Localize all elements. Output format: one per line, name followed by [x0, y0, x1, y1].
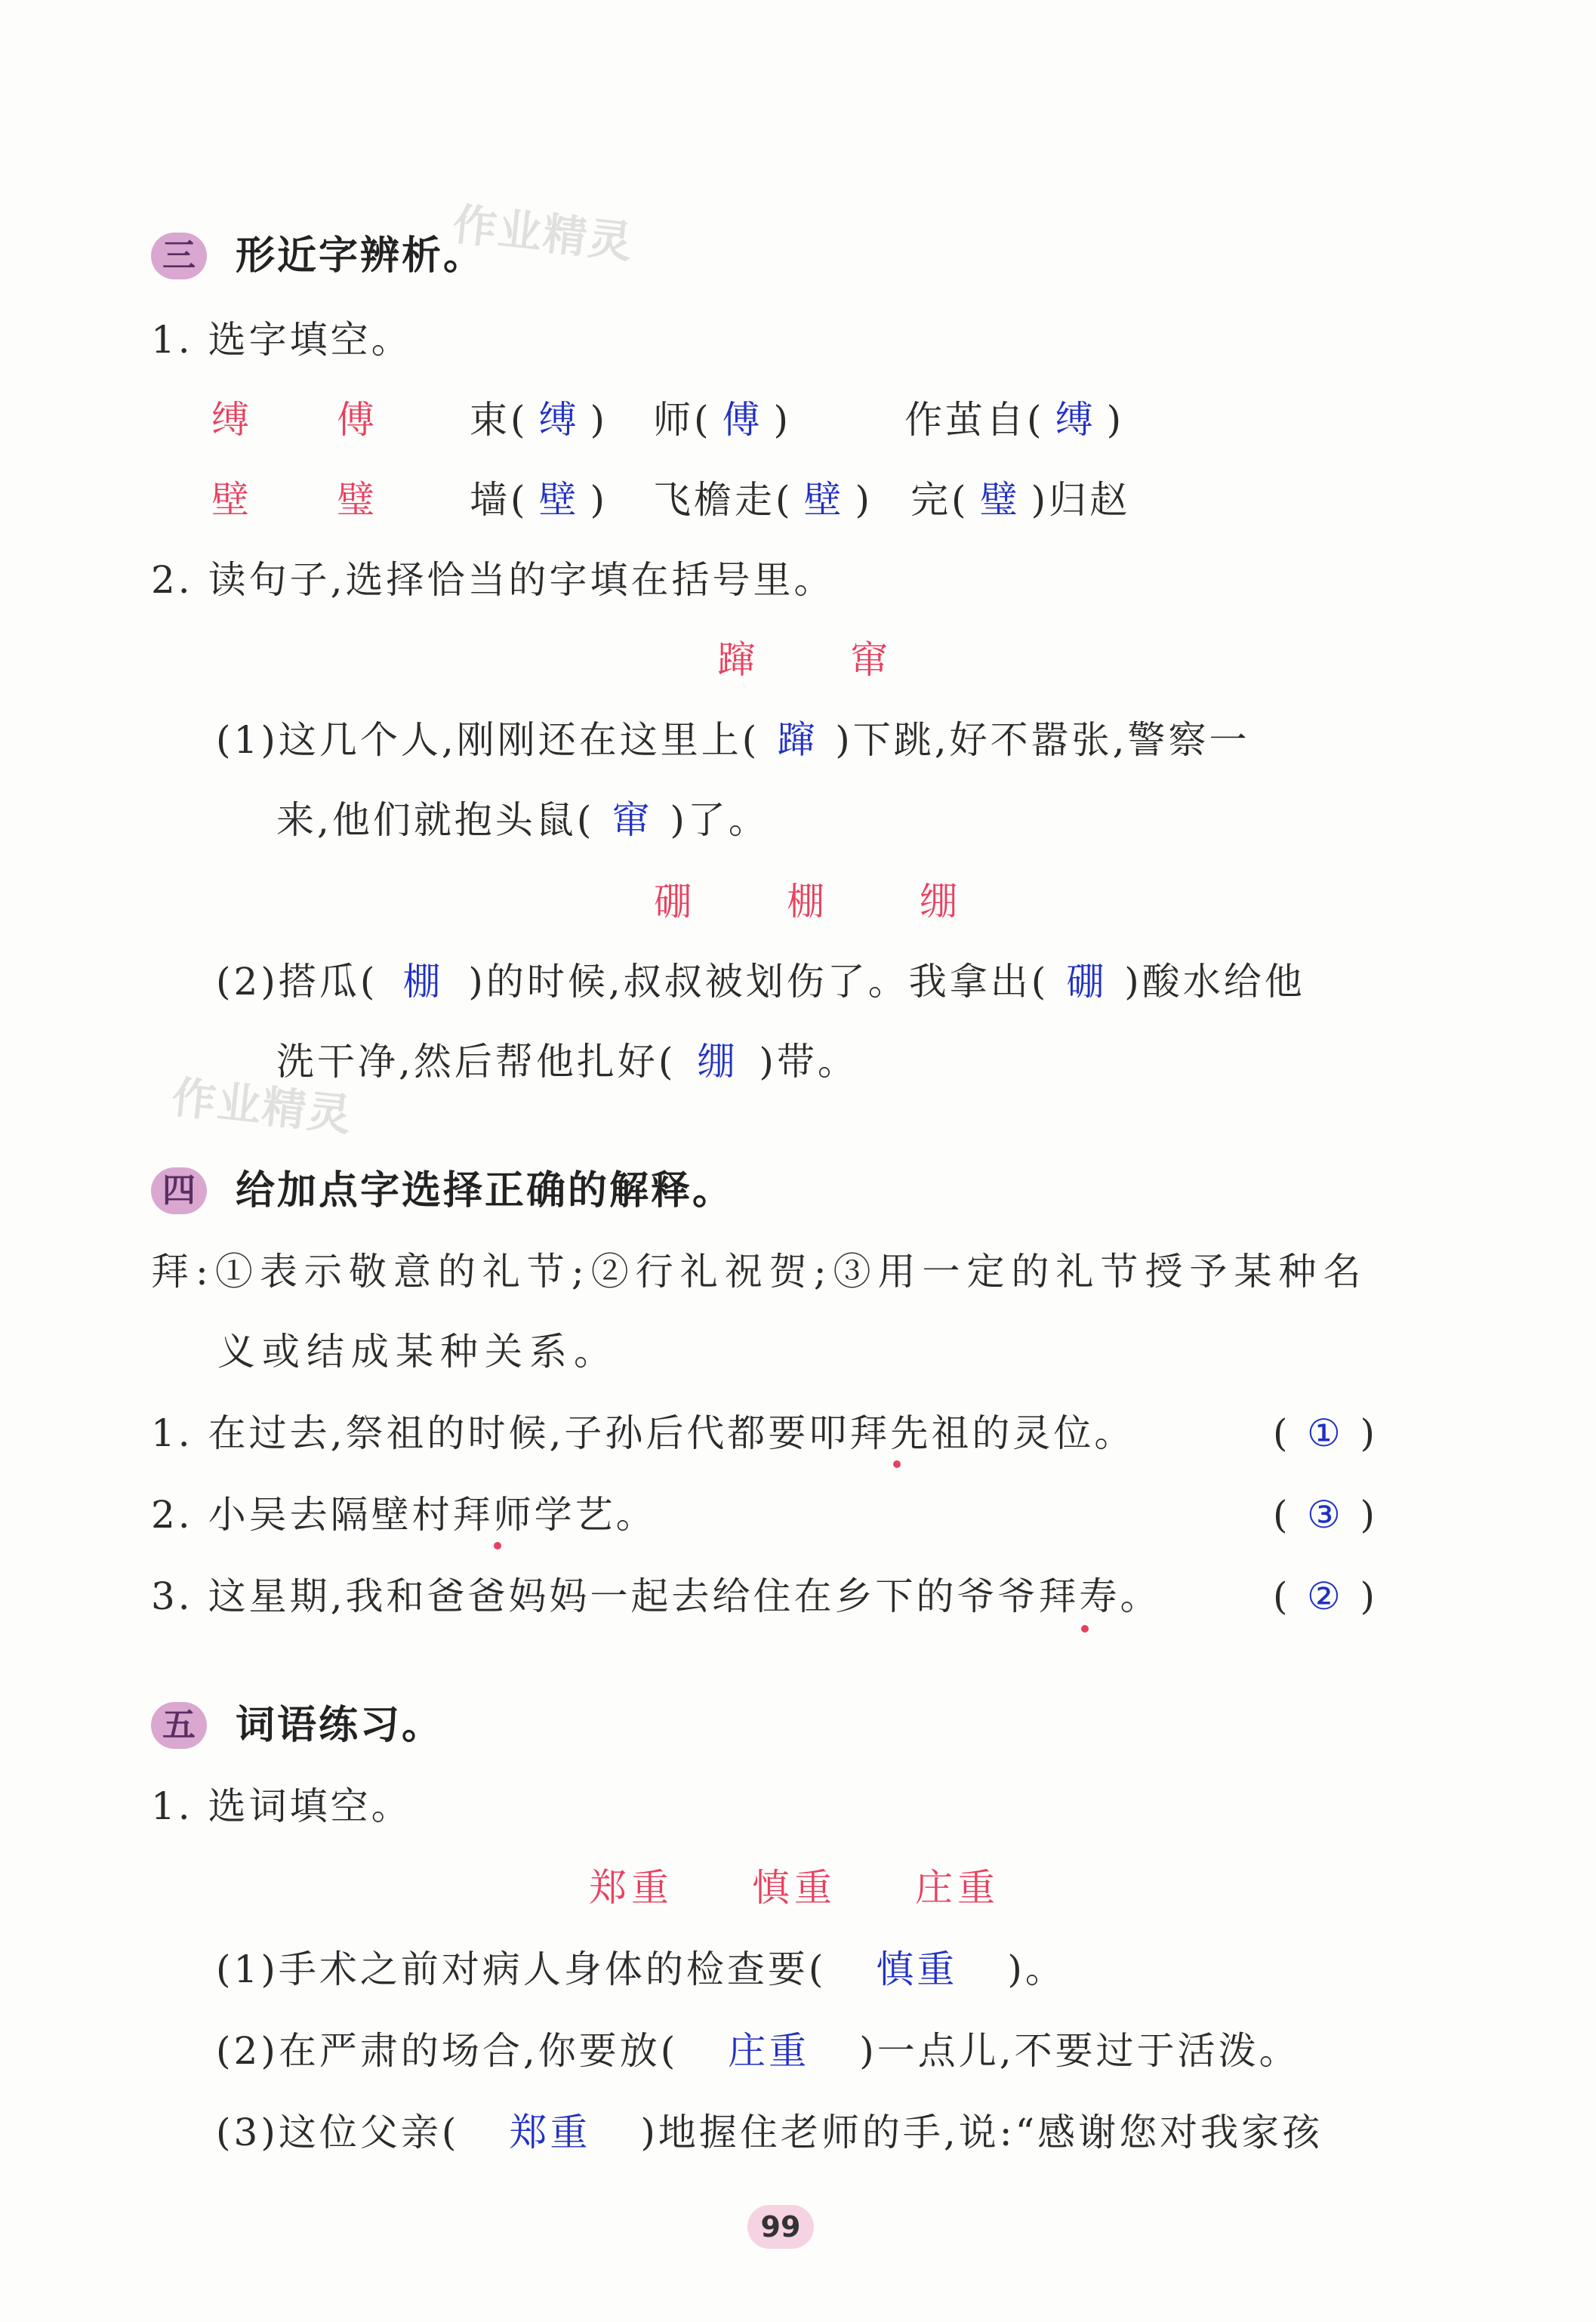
answer: 缚	[1055, 398, 1096, 442]
s4-item2-answer	[1273, 1492, 1375, 1537]
page-number: 99	[747, 2205, 814, 2249]
q1-row1	[211, 397, 1124, 443]
paren-close: )	[1360, 1411, 1376, 1455]
prompt: 作茧自(	[904, 398, 1045, 442]
answer: 棚	[402, 960, 444, 1004]
section3-badge: 三	[151, 233, 207, 279]
q2-sentence1-line2	[276, 797, 769, 843]
answer: 缚	[538, 398, 580, 442]
choice-word: 慎重	[752, 1866, 837, 1910]
q1-row2	[211, 477, 1130, 523]
section5-title: 词语练习。	[236, 1703, 444, 1748]
definition-line1: 拜:①表示敬意的礼节;②行礼祝贺;③用一定的礼节授予某种名	[151, 1250, 1368, 1294]
answer: 绷	[697, 1040, 738, 1084]
sentence-text: 来,他们就抱头鼠(	[276, 798, 595, 842]
prompt-close: )	[855, 478, 873, 522]
paren-open: (	[1273, 1574, 1288, 1618]
sentence-text: (1)手术之前对病人身体的检查要(	[216, 1947, 827, 1991]
answer: 慎重	[876, 1947, 958, 1991]
emphasis-dot	[893, 1460, 901, 1468]
emphasis-dot	[494, 1542, 501, 1550]
choice-char: 绷	[920, 880, 962, 924]
answer: 郑重	[509, 2111, 591, 2154]
choice-char: 壁	[211, 478, 254, 522]
answer: 窜	[612, 798, 653, 842]
paren-close: )	[1360, 1574, 1376, 1618]
emphasis-dot	[1081, 1625, 1089, 1633]
s5-sentence3	[216, 2110, 1323, 2155]
sentence-text: )。	[1007, 1947, 1066, 1991]
sentence-text: )酸水给他	[1124, 960, 1305, 1004]
s4-item1-text: 1. 在过去,祭祖的时候,子孙后代都要叩拜先祖的灵位。	[151, 1411, 1135, 1455]
q2-sentence2-line2	[276, 1039, 858, 1084]
choice-char: 棚	[787, 880, 829, 924]
choice-char: 硼	[654, 880, 696, 924]
answer: ①	[1307, 1411, 1341, 1455]
answer: 傅	[722, 398, 763, 442]
sentence-text: (1)这几个人,刚刚还在这里上(	[216, 718, 760, 762]
choice-char: 窜	[850, 638, 892, 682]
sentence-text: (2)在严肃的场合,你要放(	[216, 2029, 679, 2073]
choice-word: 郑重	[589, 1866, 673, 1910]
choice-char: 蹿	[717, 638, 759, 682]
q2-choices-2	[654, 879, 962, 924]
choice-word: 庄重	[915, 1866, 1000, 1910]
answer: 壁	[803, 478, 845, 522]
s4-item3-text: 3. 这星期,我和爸爸妈妈一起去给住在乡下的爷爷拜寿。	[151, 1574, 1161, 1618]
sentence-text: (2)搭瓜(	[216, 960, 378, 1004]
section3-q1-label: 1. 选字填空。	[151, 318, 412, 362]
section4-title: 给加点字选择正确的解释。	[236, 1168, 735, 1213]
sentence-text: (3)这位父亲(	[216, 2111, 460, 2154]
s4-item1-answer	[1273, 1411, 1375, 1456]
section5-badge: 五	[151, 1702, 207, 1749]
watermark-middle: 作业精灵	[169, 1071, 356, 1142]
sentence-text: 洗干净,然后帮他扎好(	[276, 1040, 676, 1084]
answer: 蹿	[777, 718, 818, 762]
answer: ③	[1307, 1493, 1341, 1537]
prompt: 墙(	[470, 478, 528, 522]
s4-item2-text: 2. 小吴去隔壁村拜师学艺。	[151, 1493, 657, 1537]
definition-line2: 义或结成某种关系。	[217, 1330, 618, 1374]
sentence-text: )的时候,叔叔被划伤了。我拿出(	[468, 960, 1049, 1004]
paren-open: (	[1273, 1411, 1288, 1455]
choice-char: 璧	[337, 478, 379, 522]
prompt-close: )	[1106, 398, 1125, 442]
prompt: 师(	[653, 398, 712, 442]
prompt-close: )	[590, 478, 609, 522]
answer: 庄重	[728, 2029, 810, 2073]
section3-title: 形近字辨析。	[236, 233, 485, 279]
prompt-close: )归赵	[1031, 478, 1131, 522]
q2-choices-1	[717, 637, 892, 683]
answer: 硼	[1066, 960, 1108, 1004]
sentence-text: )一点儿,不要过于活泼。	[859, 2029, 1300, 2073]
sentence-text: )下跳,好不嚣张,警察一	[835, 718, 1250, 762]
choice-char: 傅	[337, 398, 379, 442]
prompt: 飞檐走(	[653, 478, 793, 522]
watermark-top: 作业精灵	[450, 198, 636, 269]
prompt: 完(	[910, 478, 969, 522]
s5-sentence2	[216, 2028, 1300, 2074]
sentence-text: )地握住老师的手,说:“感谢您对我家孩	[640, 2111, 1323, 2154]
prompt-close: )	[590, 398, 609, 442]
sentence-text: )了。	[670, 798, 769, 842]
s4-item3-answer	[1273, 1574, 1375, 1619]
prompt-close: )	[773, 398, 792, 442]
answer: 璧	[979, 478, 1021, 522]
paren-open: (	[1273, 1493, 1288, 1537]
prompt: 束(	[470, 398, 528, 442]
section5-q1-label: 1. 选词填空。	[151, 1784, 412, 1828]
s5-choices	[589, 1865, 1000, 1910]
q2-sentence1-line1	[216, 717, 1250, 763]
section4-badge: 四	[151, 1167, 207, 1214]
q2-sentence2-line1	[216, 959, 1305, 1004]
choice-char: 缚	[211, 398, 254, 442]
answer: ②	[1307, 1574, 1341, 1618]
s5-sentence1	[216, 1947, 1066, 1992]
answer: 壁	[538, 478, 580, 522]
section3-q2-label: 2. 读句子,选择恰当的字填在括号里。	[151, 558, 835, 602]
sentence-text: )带。	[759, 1040, 858, 1084]
paren-close: )	[1360, 1493, 1376, 1537]
